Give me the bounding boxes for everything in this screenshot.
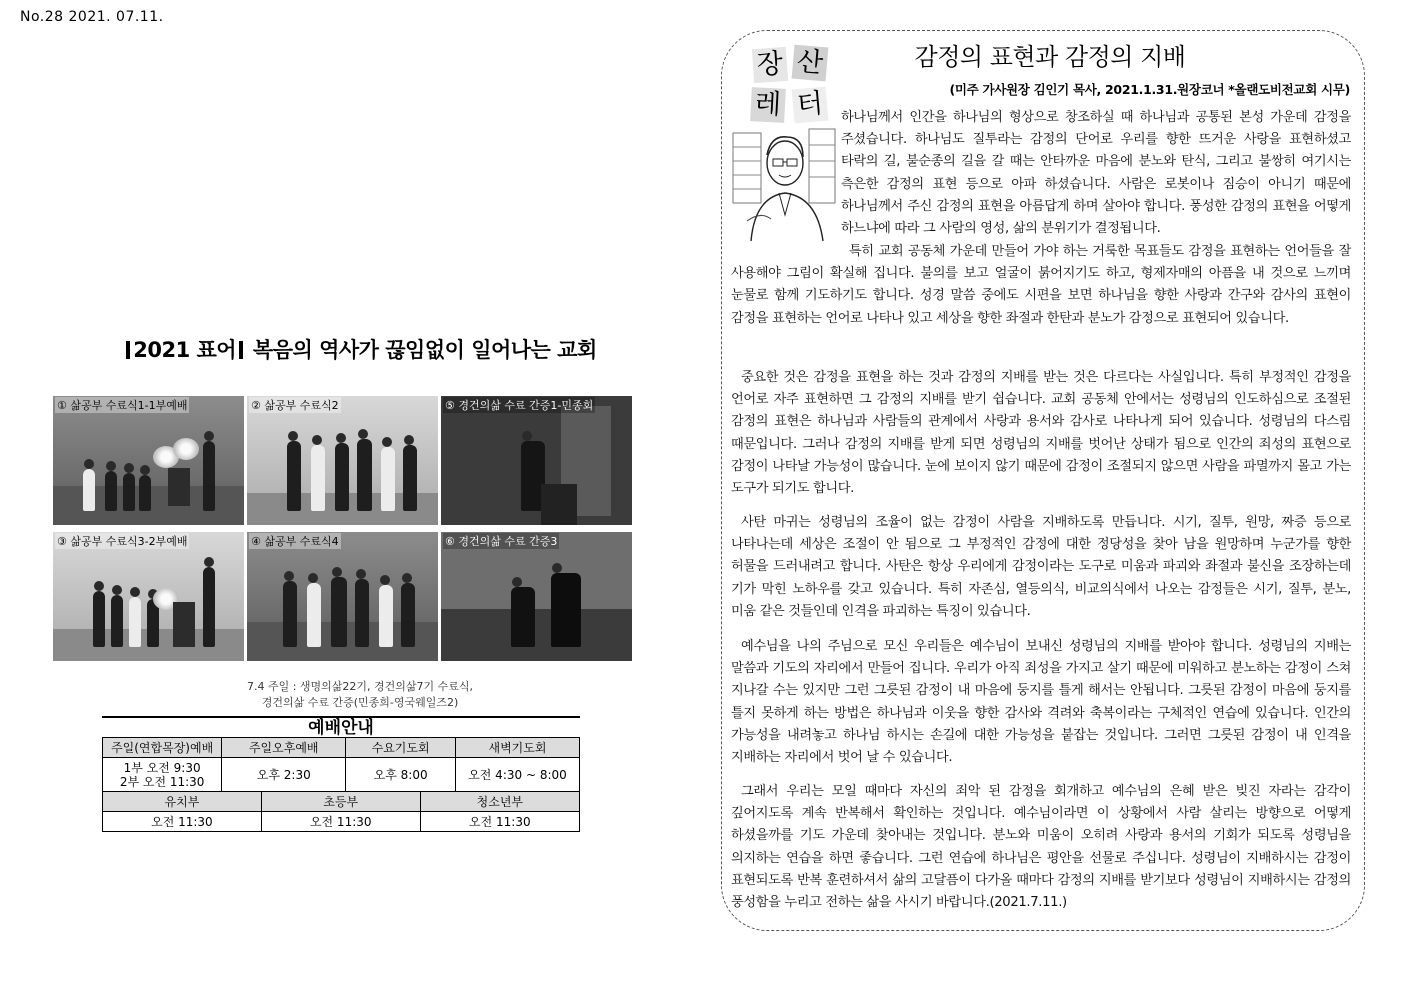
schedule-header: 주일(연합목장)예배	[103, 738, 222, 758]
motto-tag: 2021 표어	[133, 338, 237, 362]
column-paragraph: 예수님을 나의 주님으로 모신 우리들은 예수님이 보내신 성령님의 지배를 받아야 합니다. 성령님의 지배는 말씀과 기도의 자리에서 만들어 집니다. 우리가 아직 죄성을 가지고 살기 때문에 미워하고 분노하는 감정이 스쳐 지나갈 수는 있지만 그런 그릇된 감정이 내 마음에 둥지를 틀게 해서는 안됩니다. 그릇된 감정이 마음에 둥지를 틀지 못하게 하는 방법은 하나님과 이웃을 향한 감사와 격려와 축복이라는 구체적인 연습에 있습니다. 인간의 가능성을 내려놓고 하나님 하시는 손길에 대한 가능성을 붙잡는 것입니다. 그러면 그릇된 감정이 내 인격을 지배하는 자리에서 벗어 날 수 있습니다.	[731, 639, 1351, 766]
schedule-header: 새벽기도회	[455, 738, 579, 758]
photo-description-line1: 7.4 주일 : 생명의삶22기, 경건의삶7기 수료식,	[246, 680, 474, 693]
logo-char: 레	[750, 87, 786, 123]
column-paragraph: 그래서 우리는 모일 때마다 자신의 죄악 된 감정을 회개하고 예수님의 은혜 받은 빚진 자라는 감각이 깊어지도록 계속 반복해서 확인하는 것입니다. 예수님이라면 이 상황에서 사람 살리는 방향으로 어떻게 하셨을까를 기도 가운데 찾아내는 것입니다. 분노와 미움이 오히려 사랑과 용서의 기회가 되도록 성령님을 의지하는 연습을 하면 좋습니다. 그런 연습에 하나님은 평안을 선물로 주십니다. 성령님이 지배하시는 감정이 표현되도록 반복 훈련하셔서 삶의 고달픔이 다가올 때마다 감정의 지배를 받기보다 성령님이 지배하시는 감정의 풍성함을 누리고 전하는 삶을 사시기 바랍니다.(2021.7.11.)	[731, 784, 1351, 911]
church-motto	[100, 334, 620, 364]
department-schedule-table	[102, 791, 580, 832]
sunday-first-service: 1부 오전 9:30	[123, 760, 201, 775]
dawn-prayer-time: 오전 4:30 ~ 8:00	[455, 758, 579, 792]
worship-schedule-title: 예배안내	[102, 716, 580, 738]
schedule-header: 수요기도회	[346, 738, 456, 758]
issue-number: No.28 2021. 07.11.	[20, 9, 164, 25]
logo-char: 장	[752, 47, 788, 83]
department-header: 청소년부	[420, 792, 579, 812]
column-paragraph: 하나님께서 인간을 하나님의 형상으로 창조하실 때 하나님과 공통된 본성 가운데 감정을 주셨습니다. 하나님도 질투라는 감정의 단어로 우리를 향한 뜨거운 사랑을 표현하셨고 타락의 길, 불순종의 길을 갈 때는 안타까운 마음에 분노와 탄식, 그리고 불쌍히 여기시는 측은한 감정의 표현 등으로 아파 하셨습니다. 사람은 로봇이나 짐승이 아니기 때문에 하나님께서 주신 감정의 표현을 아름답게 하며 살아야 합니다. 풍성한 감정의 표현을 어떻게 하느냐에 따라 그 사람의 영성, 삶의 분위기가 결정됩니다.	[841, 110, 1351, 237]
photo-6	[441, 532, 632, 661]
schedule-header: 주일오후예배	[222, 738, 346, 758]
photo-grid	[53, 396, 633, 662]
motto-text: 복음의 역사가 끊임없이 일어나는 교회	[252, 338, 597, 362]
department-time: 오전 11:30	[103, 812, 262, 832]
logo-char: 산	[792, 45, 829, 82]
column-logo	[749, 44, 835, 124]
photo-3	[53, 532, 244, 661]
photo-1	[53, 396, 244, 525]
author-portrait-sketch	[731, 125, 837, 243]
photo-description	[150, 679, 570, 711]
motto-bar-right	[239, 341, 243, 359]
column-paragraph: 사탄 마귀는 성령님의 조율이 없는 감정이 사람을 지배하도록 만듭니다. 시기, 질투, 원망, 짜증 등으로 나타나는데 세상은 조절이 안 됨으로 그 부정적인 감정에 대한 정당성을 찾아 남을 원망하며 누군가를 향한 허물을 드러내려고 합니다. 사탄은 항상 우리에게 감정이라는 도구로 미움과 파괴와 좌절과 불신을 조장하는데 기가 막힌 노하우를 갖고 있습니다. 특히 자존심, 열등의식, 비교의식에서 나오는 감정들은 시기, 질투, 분노, 미움 같은 것들인데 인격을 파괴하는 특징이 있습니다.	[731, 515, 1352, 619]
photo-caption: ② 삶공부 수료식2	[251, 399, 339, 412]
sunday-second-service: 2부 오전 11:30	[119, 774, 205, 789]
column-byline: (미주 가사원장 김인기 목사, 2021.1.31.원장코너 *올랜도비전교회 시무)	[949, 82, 1350, 97]
photo-description-line2: 경건의삶 수료 간증(민종희-영국웨일즈2)	[261, 696, 459, 709]
photo-caption: ⑤ 경건의삶 수료 간증1-민종회	[445, 399, 594, 412]
column-paragraph: 중요한 것은 감정을 표현을 하는 것과 감정의 지배를 받는 것은 다르다는 사실입니다. 특히 부정적인 감정을 언어로 자주 표현하면 그 감정의 지배를 받기 쉽습니다. 교회 공동체 안에서는 성령님의 인도하심으로 조절된 감정의 표현은 하나님과 사람들의 관계에서 사랑과 용서와 감사로 나타나게 되어 있습니다. 성령님의 다스림 때문입니다. 그러나 감정의 지배를 받게 되면 성령님의 지배를 벗어난 상태가 됨으로 인간의 죄성의 표현으로 감정이 나타날 가능성이 많습니다. 눈에 보이지 않기 때문에 감정이 조절되지 않으면 사람을 파멸까지 몰고 가는 도구가 되기도 합니다.	[731, 370, 1351, 497]
worship-schedule-table	[102, 737, 580, 792]
department-time: 오전 11:30	[261, 812, 420, 832]
photo-caption: ① 삶공부 수료식1-1부예배	[57, 399, 188, 412]
column-paragraph: 특히 교회 공동체 가운데 만들어 가야 하는 거룩한 목표들도 감정을 표현하는 언어들을 잘 사용해야 그림이 확실해 집니다. 불의를 보고 얼굴이 붉어지기도 하고, 형제자매의 아픔을 내 것으로 느끼며 눈물로 함께 기도하기도 합니다. 성경 말씀 중에도 시편을 보면 하나님을 향한 사랑과 간구와 감사의 표현이 감정을 표현하는 언어로 나타나 있고 세상을 향한 좌절과 한탄과 분노가 감정으로 표현되어 있습니다.	[731, 244, 1351, 326]
department-header: 유치부	[103, 792, 262, 812]
afternoon-worship-time: 오후 2:30	[222, 758, 346, 792]
department-header: 초등부	[261, 792, 420, 812]
photo-5	[441, 396, 632, 525]
photo-4	[247, 532, 438, 661]
photo-caption: ③ 삶공부 수료식3-2부예배	[57, 535, 188, 548]
department-time: 오전 11:30	[420, 812, 579, 832]
motto-bar-left	[126, 341, 130, 359]
photo-caption: ④ 삶공부 수료식4	[251, 535, 339, 548]
photo-caption: ⑥ 경건의삶 수료 간증3	[445, 535, 558, 548]
photo-2	[247, 396, 438, 525]
wednesday-prayer-time: 오후 8:00	[346, 758, 456, 792]
sunday-worship-times	[103, 758, 222, 792]
column-title: 감정의 표현과 감정의 지배	[914, 43, 1186, 71]
logo-char: 터	[792, 87, 829, 124]
